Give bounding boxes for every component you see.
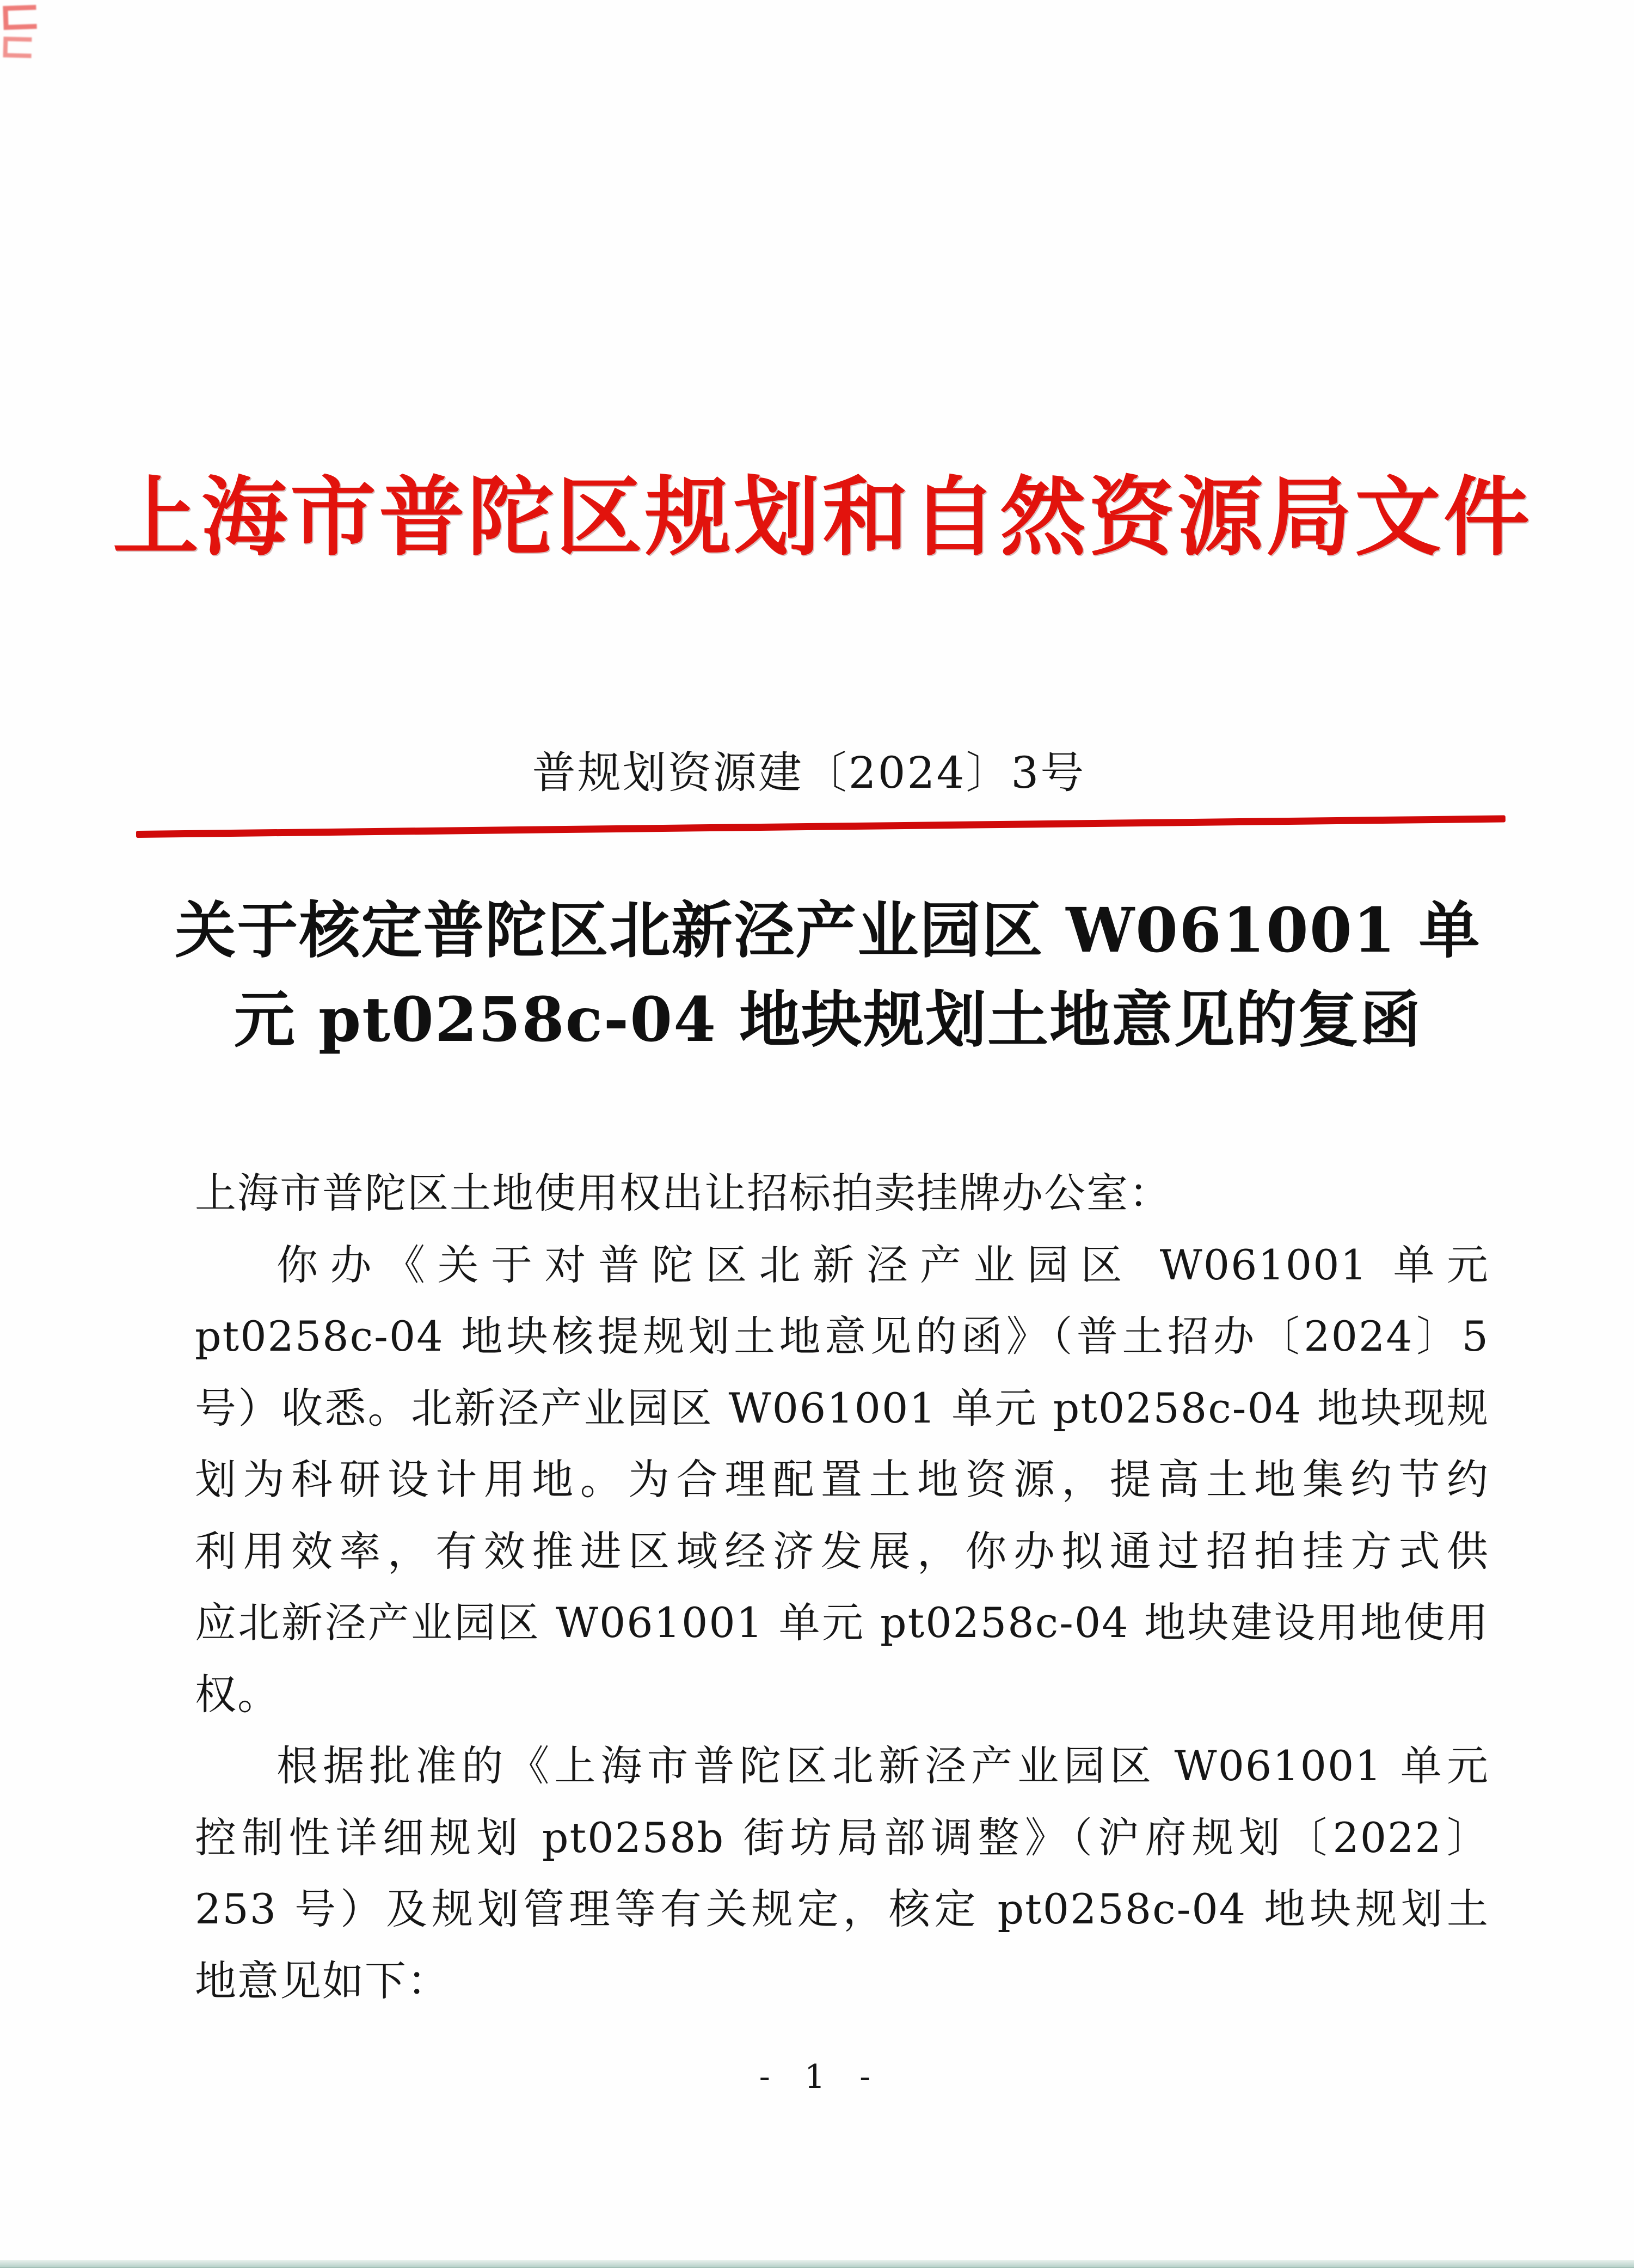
document-body [195,1157,1489,2016]
page-number: - 1 - [759,2058,875,2096]
body-line: 你办《关于对普陀区北新泾产业园区 W061001 单元 [277,1240,1489,1289]
body-line: 划为科研设计用地。为合理配置土地资源，提高土地集约节约 [195,1455,1489,1504]
document-title [22,886,1634,1065]
title-line-2: 元 pt0258c-04 地块规划土地意见的复函 [234,984,1422,1056]
body-line: 地意见如下： [195,1956,450,2005]
red-corner-mark [3,5,36,30]
body-line: 利用效率，有效推进区域经济发展，你办拟通过招拍挂方式供 [195,1527,1489,1576]
body-line: 根据批准的《上海市普陀区北新泾产业园区 W061001 单元 [277,1742,1489,1790]
letterhead-title: 上海市普陀区规划和自然资源局文件 [113,467,1532,568]
red-divider-line [136,815,1506,838]
body-line: 253 号）及规划管理等有关规定，核定 pt0258c-04 地块规划土 [195,1885,1489,1933]
body-line: 应北新泾产业园区 W061001 单元 pt0258c-04 地块建设用地使用 [195,1598,1489,1647]
body-line: 控制性详细规划 pt0258b 街坊局部调整》（沪府规划〔2022〕 [195,1813,1489,1862]
scan-corner-marks [3,5,36,58]
body-line: 权。 [195,1670,280,1719]
scan-bottom-edge [0,2260,1634,2268]
document-number: 普规划资源建〔2024〕3号 [532,747,1086,798]
red-corner-mark [3,36,32,58]
title-line-1: 关于核定普陀区北新泾产业园区 W061001 单 [175,895,1481,966]
body-line: 号）收悉。北新泾产业园区 W061001 单元 pt0258c-04 地块现规 [195,1383,1489,1432]
body-line: pt0258c-04 地块核提规划土地意见的函》（普土招办〔2024〕5 [195,1312,1489,1360]
salutation-line: 上海市普陀区土地使用权出让招标拍卖挂牌办公室： [195,1169,1171,1217]
